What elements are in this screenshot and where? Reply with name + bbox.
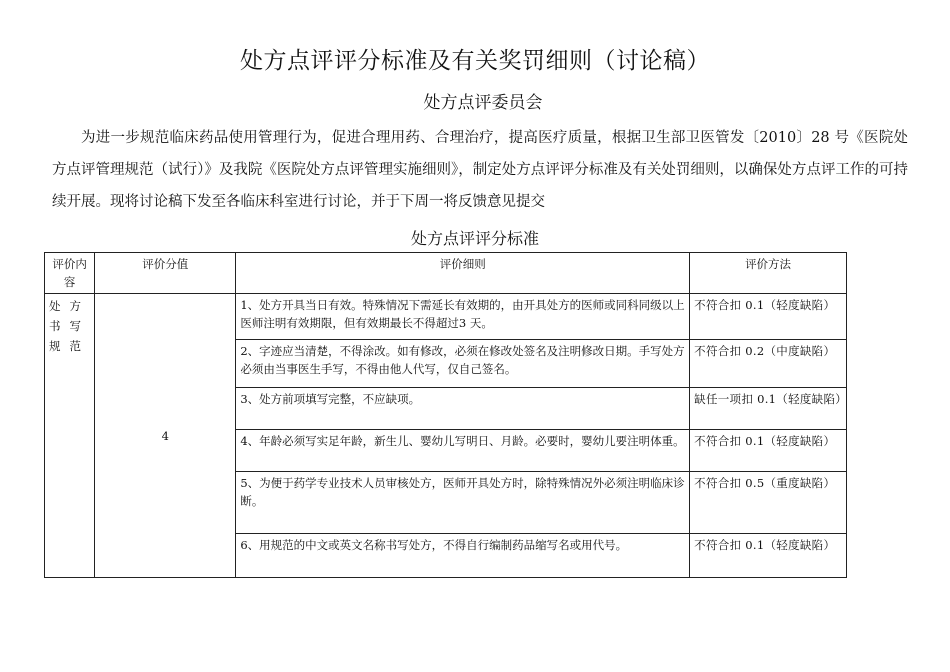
method-cell: 不符合扣 0.1（轻度缺陷） bbox=[690, 294, 847, 340]
detail-cell: 1、处方开具当日有效。特殊情况下需延长有效期的，由开具处方的医师或同科同级以上医师注明有效期限，但有效期最长不得超过3 天。 bbox=[236, 294, 690, 340]
document-title: 处方点评评分标准及有关奖罚细则（讨论稿） bbox=[240, 48, 710, 74]
detail-cell: 3、处方前项填写完整，不应缺项。 bbox=[236, 388, 690, 430]
header-score: 评价分值 bbox=[95, 253, 236, 294]
header-content: 评价内容 bbox=[45, 253, 95, 294]
table-row bbox=[45, 294, 847, 340]
detail-cell: 2、字迹应当清楚，不得涂改。如有修改，必须在修改处签名及注明修改日期。手写处方必须由当事医生手写，不得由他人代写，仅自己签名。 bbox=[236, 340, 690, 388]
document-subtitle bbox=[0, 88, 950, 113]
intro-paragraph bbox=[52, 122, 908, 218]
header-method: 评价方法 bbox=[690, 253, 847, 294]
table-header-row bbox=[45, 253, 847, 294]
table-title: 处方点评评分标准 bbox=[410, 229, 539, 248]
method-cell: 不符合扣 0.1（轻度缺陷） bbox=[690, 534, 847, 578]
category-score-cell bbox=[95, 294, 236, 578]
method-cell: 不符合扣 0.2（中度缺陷） bbox=[690, 340, 847, 388]
detail-cell: 5、为便于药学专业技术人员审核处方，医师开具处方时，除特殊情况外必须注明临床诊断。 bbox=[236, 472, 690, 534]
committee-name: 处方点评委员会 bbox=[423, 93, 543, 113]
method-cell: 缺任一项扣 0.1（轻度缺陷） bbox=[690, 388, 847, 430]
detail-cell: 6、用规范的中文或英文名称书写处方，不得自行编制药品缩写名或用代号。 bbox=[236, 534, 690, 578]
method-cell: 不符合扣 0.1（轻度缺陷） bbox=[690, 430, 847, 472]
header-detail: 评价细则 bbox=[236, 253, 690, 294]
scoring-table bbox=[44, 252, 847, 578]
method-cell: 不符合扣 0.5（重度缺陷） bbox=[690, 472, 847, 534]
category-cell: 处方书写规范 bbox=[45, 294, 95, 578]
intro-text: 为进一步规范临床药品使用管理行为，促进合理用药、合理治疗，提高医疗质量，根据卫生部卫医管发〔2010〕28 号《医院处方点评管理规范（试行）》及我院《医院处方点评管理实施细则》，制定处方点评评分标准及有关处罚细则，以确保处方点评工作的可持续开展。现将讨论稿下发至各临床科室进行讨论，并于下周一将反馈意见提交 bbox=[52, 130, 908, 210]
category-score: 4 bbox=[161, 428, 169, 443]
detail-cell: 4、年龄必须写实足年龄，新生儿、婴幼儿写明日、月龄。必要时，婴幼儿要注明体重。 bbox=[236, 430, 690, 472]
